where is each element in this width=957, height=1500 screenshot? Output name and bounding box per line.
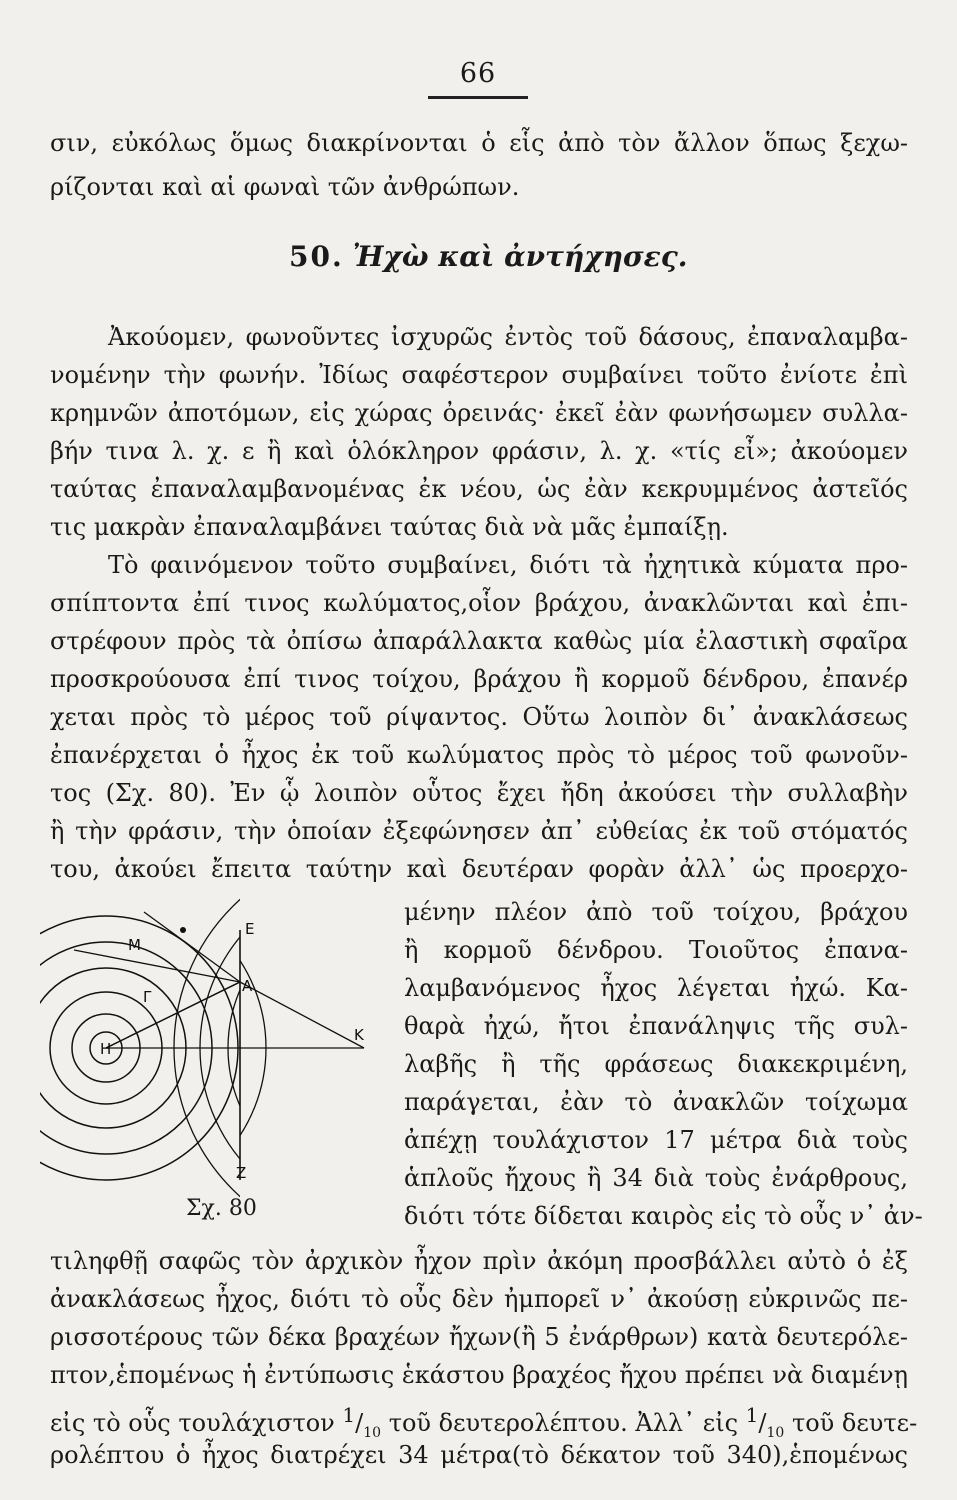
label-m: M xyxy=(128,936,141,954)
page-number-rule xyxy=(428,96,528,99)
page-number: 66 xyxy=(459,58,497,89)
label-k: K xyxy=(354,1026,364,1044)
text-line: ἀπέχῃ τουλάχιστον 17 μέτρα διὰ τοὺς xyxy=(404,1126,908,1154)
text-segment: εἰς τὸ οὗς τουλάχιστον xyxy=(50,1409,343,1437)
text-line: κρημνῶν ἀποτόμων, εἰς χώρας ὀρεινάς· ἐκεῖ ἐὰν φωνήσωμεν συλλα- xyxy=(50,399,908,427)
section-number: 50. xyxy=(289,240,344,273)
text-line: μένην πλέον ἀπὸ τοῦ τοίχου, βράχου xyxy=(404,898,908,926)
text-line: ἢ κορμοῦ δένδρου. Τοιοῦτος ἐπανα- xyxy=(404,936,908,964)
text-line: ρίζονται καὶ αἱ φωναὶ τῶν ἀνθρώπων. xyxy=(50,173,520,201)
fraction-denominator: 10 xyxy=(363,1424,382,1441)
text-line: τιληφθῇ σαφῶς τὸν ἀρχικὸν ἦχον πρὶν ἀκόμη προσβάλλει αὐτὸ ὁ ἐξ xyxy=(50,1247,908,1275)
text-line: σιν, εὐκόλως ὅμως διακρίνονται ὁ εἷς ἀπὸ τὸν ἄλλον ὅπως ξεχω- xyxy=(50,129,908,157)
section-title: Ἠχὼ καὶ ἀντήχησες. xyxy=(352,240,688,273)
text-line: τις μακρὰν ἐπαναλαμβάνει ταύτας διὰ νὰ μᾶς ἐμπαίξῃ. xyxy=(50,513,729,541)
fraction-denominator: 10 xyxy=(766,1424,785,1441)
text-line: ταύτας ἐπαναλαμβανομένας ἐκ νέου, ὡς ἐὰν κεκρυμμένος ἀστεῖός xyxy=(50,475,908,503)
text-line: ἢ τὴν φράσιν, τὴν ὁποίαν ἐξεφώνησεν ἀπ᾿ εὐθείας ἐκ τοῦ στόματός xyxy=(50,817,908,845)
label-e: E xyxy=(245,920,255,938)
label-h: H xyxy=(100,1040,112,1058)
text-line: εἰς τὸ οὗς τουλάχιστον $^1/_{10}$ τοῦ δευτερολέπτου. Ἀλλ᾿ εἰς $^1/_{10}$ τοῦ δευτε- xyxy=(50,1403,918,1441)
text-line: Ἀκούομεν, φωνοῦντες ἰσχυρῶς ἐντὸς τοῦ δάσους, ἐπαναλαμβα- xyxy=(108,323,908,351)
text-line: λαβῆς ἢ τῆς φράσεως διακεκριμένη, xyxy=(404,1050,908,1078)
text-segment: τοῦ δευτε- xyxy=(784,1409,918,1437)
text-line: λαμβανόμενος ἦχος λέγεται ἠχώ. Κα- xyxy=(404,974,908,1002)
section-heading xyxy=(289,240,688,274)
text-line: ἁπλοῦς ἤχους ἢ 34 διὰ τοὺς ἐνάρθρους, xyxy=(404,1164,908,1192)
text-line: παράγεται, ἐὰν τὸ ἀνακλῶν τοίχωμα xyxy=(404,1088,908,1116)
fraction-numerator: 1 xyxy=(342,1403,356,1427)
text-line: ρολέπτου ὁ ἦχος διατρέχει 34 μέτρα(τὸ δέκατον τοῦ 340),ἑπομένως xyxy=(50,1441,908,1469)
text-line: τος (Σχ. 80). Ἐν ᾧ λοιπὸν οὗτος ἔχει ἤδη ἀκούσει τὴν συλλαβὴν xyxy=(50,779,908,807)
reflected-wavefronts xyxy=(40,890,400,1220)
text-segment: τοῦ δευτερολέπτου. Ἀλλ᾿ εἰς xyxy=(381,1409,746,1437)
label-a: A xyxy=(242,977,253,995)
text-line: ρισσοτέρους τῶν δέκα βραχέων ἤχων(ἢ 5 ἐνάρθρων) κατὰ δευτερόλε- xyxy=(50,1323,908,1351)
text-line: του, ἀκούει ἔπειτα ταύτην καὶ δευτέραν φορὰν ἀλλ᾿ ὡς προερχο- xyxy=(50,855,908,883)
figure-caption: Σχ. 80 xyxy=(186,1196,257,1221)
text-line: προσκρούουσα ἐπί τινος τοίχου, βράχου ἢ κορμοῦ δένδρου, ἐπανέρ xyxy=(50,665,908,693)
text-line: Τὸ φαινόμενον τοῦτο συμβαίνει, διότι τὰ ἠχητικὰ κύματα προ- xyxy=(108,551,908,579)
text-line: ἀνακλάσεως ἦχος, διότι τὸ οὖς δὲν ἠμπορεῖ ν᾿ ἀκούσῃ εὐκρινῶς πε- xyxy=(50,1285,908,1313)
label-z: Z xyxy=(236,1164,247,1182)
text-line: θαρὰ ἠχώ, ἤτοι ἐπανάληψις τῆς συλ- xyxy=(404,1012,908,1040)
fraction-numerator: 1 xyxy=(745,1403,759,1427)
text-line: στρέφουν πρὸς τὰ ὀπίσω ἀπαράλλακτα καθὼς μία ἐλαστικὴ σφαῖρα xyxy=(50,627,908,655)
text-line: νομένην τὴν φωνήν. Ἰδίως σαφέστερον συμβαίνει τοῦτο ἐνίοτε ἐπὶ xyxy=(50,361,908,389)
text-line: διότι τότε δίδεται καιρὸς εἰς τὸ οὖς ν᾿ ἀν- xyxy=(404,1202,923,1230)
text-line: σπίπτοντα ἐπί τινος κωλύματος,οἷον βράχου, ἀνακλῶνται καὶ ἐπι- xyxy=(50,589,908,617)
text-line: χεται πρὸς τὸ μέρος τοῦ ρίψαντος. Οὕτω λοιπὸν δι᾿ ἀνακλάσεως xyxy=(50,703,908,731)
text-line: ἐπανέρχεται ὁ ἦχος ἐκ τοῦ κωλύματος πρὸς τὸ μέρος τοῦ φωνοῦν- xyxy=(50,741,908,769)
echo-diagram xyxy=(40,890,400,1220)
point-m-dot xyxy=(180,927,186,933)
text-line: πτον,ἑπομένως ἡ ἐντύπωσις ἑκάστου βραχέος ἤχου πρέπει νὰ διαμένῃ xyxy=(50,1361,908,1389)
label-g: Γ xyxy=(143,988,152,1006)
text-line: βήν τινα λ. χ. ε ἢ καὶ ὁλόκληρον φράσιν, λ. χ. «τίς εἶ»; ἀκούομεν xyxy=(50,437,908,465)
